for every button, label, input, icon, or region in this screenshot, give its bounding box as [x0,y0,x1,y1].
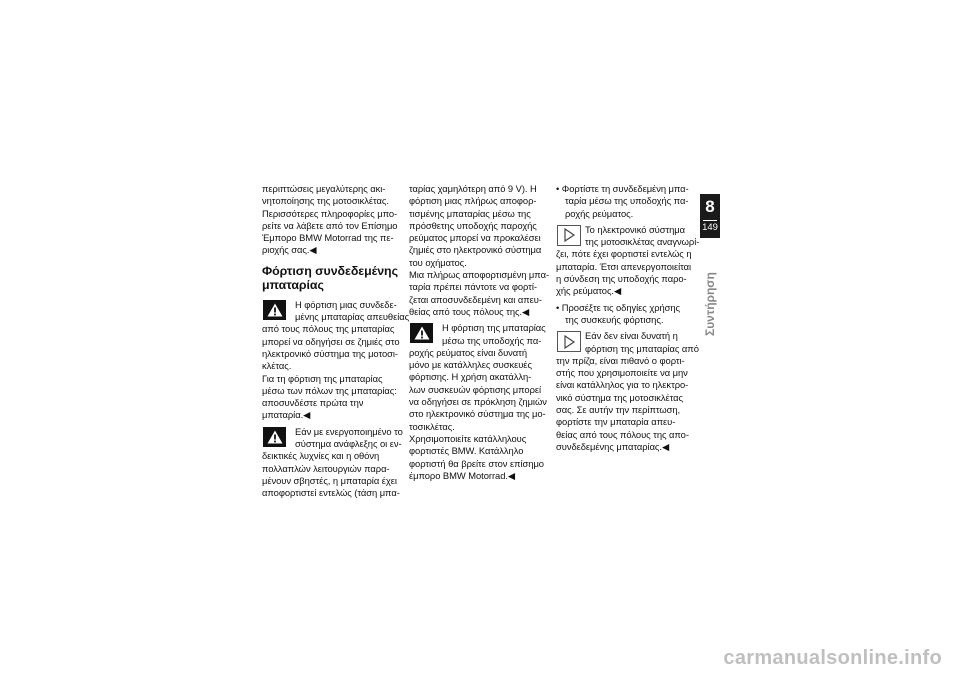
text-line: φόρτιση της μπαταρίας από [585,342,699,354]
text-line: μόνο με κατάλληλες συσκευές [409,359,532,371]
text-line: ταρίας χαμηλότερη από 9 V). Η [409,183,537,194]
paragraph-continued [409,183,555,318]
text-line: φορτίστε την μπαταρία απευ- [556,416,676,428]
text-line: είναι κατάλληλος για το ηλεκτρο- [556,379,689,391]
column-3 [556,183,702,453]
warning-triangle-icon [263,427,286,447]
chapter-title-text: Συντήρηση [703,272,717,336]
text-line: ζει, πότε έχει φορτιστεί εντελώς η [556,248,692,260]
column-2 [409,183,555,482]
text-line: μέσω των πόλων της μπαταρίας: [262,384,397,396]
text-line: σας. Σε αυτήν την περίπτωση, [556,404,681,416]
text-line: λων συσκευών φόρτισης μπορεί [409,383,542,395]
text-line: Η φόρτιση της μπαταρίας [442,322,546,334]
text-line: από τους πόλους της μπαταρίας [262,323,395,335]
text-line: Περισσότερες πληροφορίες μπο- [262,207,398,219]
tab-divider [703,220,717,221]
text-line: φόρτιση μιας πλήρως αποφορ- [409,195,537,207]
text-line: φόρτισης. Η χρήση ακατάλλη- [409,371,532,383]
text-line: ζεται αποσυνδεδεμένη και απευ- [409,293,542,305]
note-block-2 [556,330,702,453]
text-line: πολλαπλών λειτουργιών παρα- [262,462,390,474]
text-line: στής που χρησιμοποιείτε να μην [556,367,688,379]
text-line: τισμένης μπαταρίας μέσω της [409,207,531,219]
text-line: νικό σύστημα της μοτοσικλέτας [556,391,683,403]
text-line: θείας από τους πόλους της.◀ [409,305,530,317]
text-line: της συσκευής φόρτισης. [565,313,664,325]
text-line: ροχής ρεύματος είναι δυνατή [409,346,527,358]
text-line: την πρίζα, είναι πιθανό ο φορτι- [556,354,685,366]
text-line: σύστημα ανάφλεξης οι εν- [295,438,402,450]
text-line: Έμπορο BMW Motorrad της πε- [262,232,394,244]
warning-triangle-icon [410,323,433,343]
column-1 [262,183,408,500]
chapter-title-vertical [700,246,720,336]
text-line: ταρία μέσω της υποδοχής πα- [565,195,689,207]
warning-block-1 [262,299,408,422]
text-line: ρεύματος μπορεί να προκαλέσει [409,232,541,244]
text-line: τοσικλέτας. [409,420,455,432]
text-line: φορτιστή θα βρείτε στον επίσημο [409,457,544,469]
text-line: νητοποίησης της μοτοσικλέτας. [262,195,389,207]
text-line: • Προσέξτε τις οδηγίες χρήσης [556,301,681,313]
text-line: θείας από τους πόλους της απο- [556,428,689,440]
text-line: Για τη φόρτιση της μπαταρίας [262,372,383,384]
text-line: μέσω της υποδοχής πα- [442,334,542,346]
text-line: πρόσθετης υποδοχής παροχής [409,219,537,231]
paragraph-intro [262,183,408,257]
text-line: αποφορτιστεί εντελώς (τάση μπα- [262,487,400,499]
text-line: η σύνδεση της υποδοχής παρο- [556,273,687,285]
heading-line: Φόρτιση συνδεδεμένης [262,263,398,278]
warning-block-3 [409,322,555,482]
info-arrow-icon [557,225,581,246]
text-line: μπορεί να οδηγήσει σε ζημιές στο [262,335,400,347]
text-line: ταρία πρέπει πάντοτε να φορτί- [409,281,537,293]
bullet-item-2 [556,302,702,327]
text-line: • Φορτίστε τη συνδεδεμένη μπα- [556,183,689,194]
heading-line: μπαταρίας [262,278,324,293]
text-line: χής ρεύματος.◀ [556,285,622,297]
bullet-item-1 [556,183,702,220]
text-line: μένουν σβηστές, η μπαταρία έχει [262,474,397,486]
text-line: να οδηγήσει σε πρόκληση ζημιών [409,396,547,408]
text-line: έμπορο BMW Motorrad.◀ [409,469,516,481]
text-line: δεικτικές λυχνίες και η οθόνη [262,450,380,462]
text-line: Εάν με ενεργοποιημένο το [295,425,403,437]
page-number: 149 [702,222,718,233]
text-line: μπαταρία. Έτσι απενεργοποιείται [556,260,692,272]
section-heading [262,264,408,293]
text-line: φορτιστές BMW. Κατάλληλο [409,445,524,457]
info-arrow-icon [557,331,581,352]
text-line: Εάν δεν είναι δυνατή η [585,330,678,342]
text-line: στο ηλεκτρονικό σύστημα της μο- [409,408,546,420]
text-line: Μια πλήρως αποφορτισμένη μπα- [409,269,550,281]
warning-block-2 [262,426,408,500]
text-line: μπαταρία.◀ [262,409,311,421]
text-line: Χρησιμοποιείτε κατάλληλους [409,432,527,444]
text-line: συνδεδεμένης μπαταρίας.◀ [556,440,670,452]
warning-triangle-icon [263,300,286,320]
text-line: κλέτας. [262,360,292,372]
text-line: περιπτώσεις μεγαλύτερης ακι- [262,183,386,194]
text-line: του οχήματος. [409,256,467,268]
chapter-number: 8 [705,197,715,216]
text-line: ζημιές στο ηλεκτρονικό σύστημα [409,244,542,256]
text-line: Η φόρτιση μιας συνδεδε- [295,298,397,310]
watermark: carmanualsonline.info [723,647,942,669]
text-line: ριοχής σας.◀ [262,244,317,256]
text-line: ρείτε να λάβετε από τον Επίσημο [262,219,398,231]
text-line: αποσυνδέστε πρώτα την [262,397,364,409]
text-line: μένης μπαταρίας απευθείας [295,311,410,323]
note-block-1 [556,224,702,298]
text-line: Το ηλεκτρονικό σύστημα [585,223,686,235]
text-line: ηλεκτρονικό σύστημα της μοτοσι- [262,347,398,359]
chapter-tab [700,194,720,238]
text-line: ροχής ρεύματος. [565,207,634,219]
text-line: της μοτοσικλέτας αναγνωρί- [585,236,700,248]
